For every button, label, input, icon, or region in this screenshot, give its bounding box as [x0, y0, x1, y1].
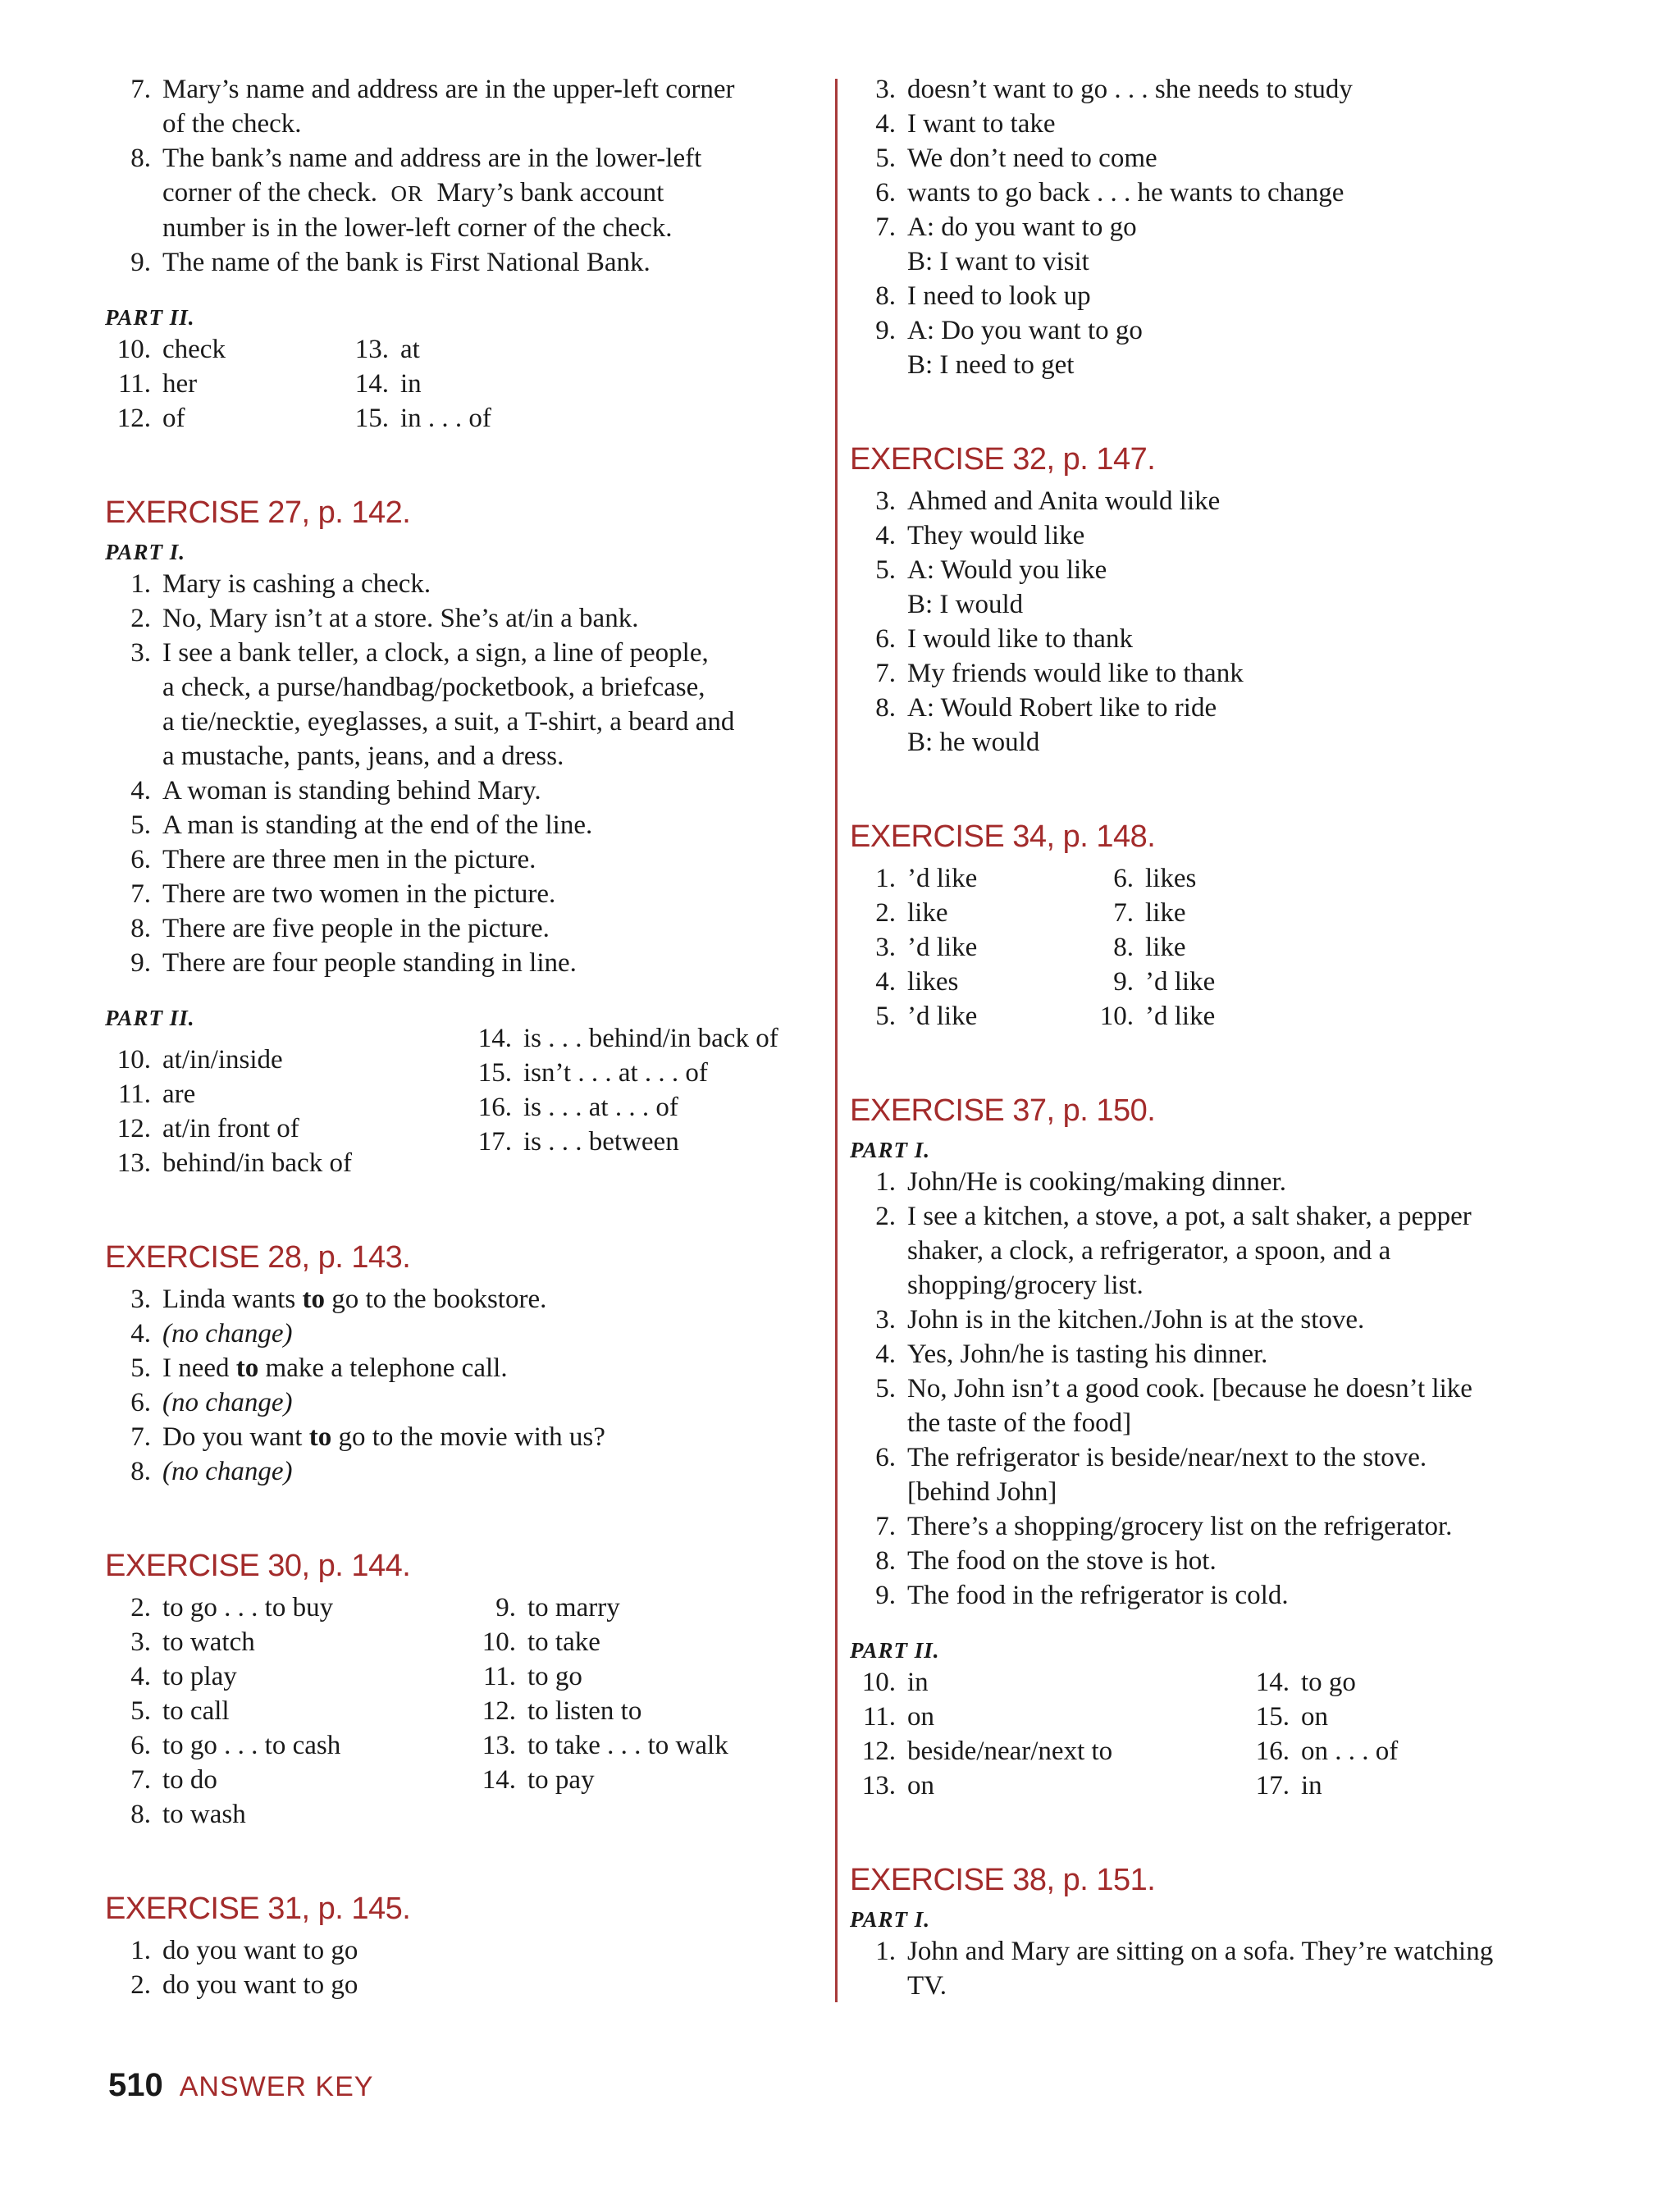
answer-item: 10. ’d like [1099, 1002, 1216, 1031]
part-label: PART I. [850, 1907, 931, 1932]
answer-continuation: TV. [907, 1971, 947, 2001]
answer-continuation: shopping/grocery list. [907, 1271, 1144, 1300]
answer-item: 5. No, John isn’t a good cook. [because he doesn’t like [875, 1374, 1472, 1403]
answer-continuation: B: I would [907, 590, 1024, 619]
exercise-title: EXERCISE 32, p. 147. [850, 442, 1156, 477]
answer-item: 3. Ahmed and Anita would like [875, 486, 1221, 516]
answer-item: 6. to go . . . to cash [130, 1731, 341, 1760]
answer-continuation: B: I need to get [907, 350, 1075, 380]
exercise-title: EXERCISE 31, p. 145. [105, 1892, 411, 1926]
answer-item: 12. at/in front of [116, 1114, 299, 1143]
part-label: PART II. [850, 1638, 940, 1663]
exercise-title: EXERCISE 34, p. 148. [850, 819, 1156, 854]
exercise-32 [850, 440, 1588, 760]
answer-item: 9. There are four people standing in line. [130, 948, 577, 978]
answer-item: 15. isn’t . . . at . . . of [477, 1058, 708, 1088]
answer-column [1088, 861, 1334, 1034]
answer-item: 17. in [1255, 1771, 1322, 1800]
exercise-title: EXERCISE 30, p. 144. [105, 1549, 411, 1583]
answer-item: 1. John/He is cooking/making dinner. [875, 1167, 1286, 1197]
answer-item: 12. of [116, 404, 185, 433]
answer-item: 7. Mary’s name and address are in the upper-left corner [130, 75, 735, 104]
answer-item: 1. Mary is cashing a check. [130, 569, 431, 599]
answer-item: 5. I need to make a telephone call. [130, 1353, 508, 1383]
answer-item: 4. They would like [875, 521, 1085, 550]
answer-item: 1. John and Mary are sitting on a sofa. They’re watching [875, 1937, 1494, 1966]
answer-item: 11. are [117, 1079, 196, 1109]
answer-item: 9. The name of the bank is First National Bank. [130, 248, 651, 277]
answer-item: 15. in . . . of [354, 404, 491, 433]
exercise-title: EXERCISE 27, p. 142. [105, 495, 411, 530]
left-column [105, 72, 819, 2002]
answer-item: 8. I need to look up [875, 281, 1091, 311]
exercise-title: EXERCISE 28, p. 143. [105, 1240, 411, 1275]
answer-item: 2. to go . . . to buy [130, 1593, 334, 1622]
answer-item: 7. My friends would like to thank [875, 659, 1244, 688]
answer-item: 8. There are five people in the picture. [130, 914, 550, 943]
exercise-title: EXERCISE 37, p. 150. [850, 1093, 1156, 1128]
answer-item: 12. beside/near/next to [861, 1736, 1113, 1766]
exercise-28 [105, 1238, 819, 1489]
answer-continuation: B: he would [907, 728, 1040, 757]
answer-item: 3. doesn’t want to go . . . she needs to study [875, 75, 1353, 104]
answer-continuation: the taste of the food] [907, 1408, 1132, 1438]
answer-item: 5. ’d like [875, 1002, 978, 1031]
answer-item: 6. The refrigerator is beside/near/next to the stove. [875, 1443, 1427, 1472]
answer-column [850, 861, 1071, 1034]
part-label: PART II. [105, 1006, 195, 1030]
answer-continuation: of the check. [162, 109, 302, 139]
answer-item: 11. her [117, 369, 198, 399]
part-label: PART II. [105, 305, 195, 330]
answer-column [466, 1021, 843, 1180]
answer-item: 6. There are three men in the picture. [130, 845, 536, 874]
exercise-31 [105, 1889, 819, 2002]
answer-item: 9. to marry [495, 1593, 620, 1622]
answer-item: 14. is . . . behind/in back of [477, 1024, 778, 1053]
answer-item: 16. on . . . of [1255, 1736, 1399, 1766]
answer-item: 13. behind/in back of [116, 1148, 352, 1178]
page-number: 510 [108, 2067, 163, 2103]
exercise-27 [105, 493, 819, 1180]
answer-item: 14. to pay [482, 1765, 595, 1795]
answer-item: 1. do you want to go [130, 1936, 358, 1965]
answer-item: 7. Do you want to go to the movie with us? [130, 1422, 605, 1452]
answer-item: 13. at [354, 335, 420, 364]
answer-item: 9. ’d like [1113, 967, 1216, 997]
answer-item: 6. likes [1113, 864, 1197, 893]
answer-grid [850, 1665, 1588, 1803]
answer-item: 11. on [862, 1702, 934, 1732]
answer-item: 7. to do [130, 1765, 217, 1795]
answer-continuation: a check, a purse/handbag/pocketbook, a briefcase, [162, 673, 705, 702]
answer-item: 10. in [861, 1668, 929, 1697]
answer-grid [105, 1024, 819, 1180]
answer-continuation: number is in the lower-left corner of the check. [162, 213, 673, 243]
answer-grid [850, 861, 1588, 1034]
answer-continuation: a mustache, pants, jeans, and a dress. [162, 742, 564, 771]
page-footer [108, 2067, 373, 2104]
answer-item: 8. like [1113, 933, 1186, 962]
answer-item: 17. is . . . between [477, 1127, 679, 1157]
answer-item: 4. Yes, John/he is tasting his dinner. [875, 1339, 1268, 1369]
answer-item: 4. A woman is standing behind Mary. [130, 776, 541, 805]
answer-item: 10. at/in/inside [116, 1045, 283, 1075]
exercise-38 [850, 1860, 1588, 2003]
answer-column [105, 1033, 450, 1180]
exercise-34 [850, 817, 1588, 1034]
answer-continuation: a tie/necktie, eyeglasses, a suit, a T-shirt, a beard and [162, 707, 735, 737]
answer-item: 11. to go [482, 1662, 582, 1691]
answer-item: 3. to watch [130, 1627, 255, 1657]
answer-grid [105, 1590, 819, 1832]
answer-item: 2. I see a kitchen, a stove, a pot, a salt shaker, a pepper [875, 1202, 1472, 1231]
answer-item: 5. to call [130, 1696, 230, 1726]
answer-item: 2. like [875, 898, 948, 928]
answer-item: 7. like [1113, 898, 1186, 928]
answer-item: 1. ’d like [875, 864, 978, 893]
exercise-26-continued [105, 72, 819, 436]
answer-item: 8. to wash [130, 1800, 246, 1829]
part-label: PART I. [105, 540, 186, 564]
exercise-title: EXERCISE 38, p. 151. [850, 1863, 1156, 1897]
answer-item: 5. We don’t need to come [875, 144, 1157, 173]
answer-item: 4. likes [875, 967, 959, 997]
answer-item: 8. The bank’s name and address are in the lower-left [130, 144, 702, 173]
answer-item: 5. A man is standing at the end of the line. [130, 810, 593, 840]
answer-item: 9. A: Do you want to go [875, 316, 1143, 345]
answer-item: 14. in [354, 369, 422, 399]
answer-item: 2. No, Mary isn’t at a store. She’s at/in a bank. [130, 604, 639, 633]
answer-item: 4. to play [130, 1662, 237, 1691]
answer-item: 6. I would like to thank [875, 624, 1133, 654]
answer-item: 9. The food in the refrigerator is cold. [875, 1581, 1289, 1610]
answer-continuation: B: I want to visit [907, 247, 1089, 276]
exercise-31-continued [850, 72, 1588, 382]
answer-item: 6. wants to go back . . . he wants to change [875, 178, 1344, 208]
answer-item: 4. I want to take [875, 109, 1056, 139]
answer-item: 5. A: Would you like [875, 555, 1107, 585]
answer-column [1244, 1665, 1572, 1803]
answer-continuation: [behind John] [907, 1477, 1057, 1507]
answer-item: 10. to take [482, 1627, 600, 1657]
answer-item: 7. A: do you want to go [875, 212, 1137, 242]
answer-grid [105, 332, 819, 436]
answer-column [850, 1665, 1227, 1803]
section-name: ANSWER KEY [179, 2071, 374, 2102]
answer-item: 12. to listen to [482, 1696, 642, 1726]
answer-item: 8. (no change) [130, 1457, 293, 1486]
answer-item: 2. do you want to go [130, 1970, 358, 2000]
answer-continuation: shaker, a clock, a refrigerator, a spoon, and a [907, 1236, 1391, 1266]
answer-item: 3. ’d like [875, 933, 978, 962]
answer-item: 3. I see a bank teller, a clock, a sign, a line of people, [130, 638, 709, 668]
answer-continuation: corner of the check. OR Mary’s bank account [162, 178, 664, 208]
answer-column [105, 1590, 454, 1832]
answer-item: 7. There’s a shopping/grocery list on the refrigerator. [875, 1512, 1453, 1541]
answer-item: 4. (no change) [130, 1319, 293, 1349]
answer-item: 13. on [861, 1771, 934, 1800]
exercise-30 [105, 1546, 819, 1832]
answer-item: 8. A: Would Robert like to ride [875, 693, 1217, 723]
answer-item: 14. to go [1255, 1668, 1356, 1697]
answer-item: 10. check [116, 335, 226, 364]
answer-item: 13. to take . . . to walk [482, 1731, 728, 1760]
answer-item: 16. is . . . at . . . of [477, 1093, 678, 1122]
right-column [850, 72, 1588, 2003]
part-label: PART I. [850, 1138, 931, 1162]
answer-column [470, 1590, 815, 1832]
answer-item: 3. Linda wants to go to the bookstore. [130, 1285, 547, 1314]
exercise-37 [850, 1091, 1588, 1803]
answer-item: 3. John is in the kitchen./John is at the stove. [875, 1305, 1365, 1335]
answer-item: 6. (no change) [130, 1388, 293, 1417]
answer-item: 8. The food on the stove is hot. [875, 1546, 1217, 1576]
answer-item: 7. There are two women in the picture. [130, 879, 556, 909]
answer-item: 15. on [1255, 1702, 1328, 1732]
